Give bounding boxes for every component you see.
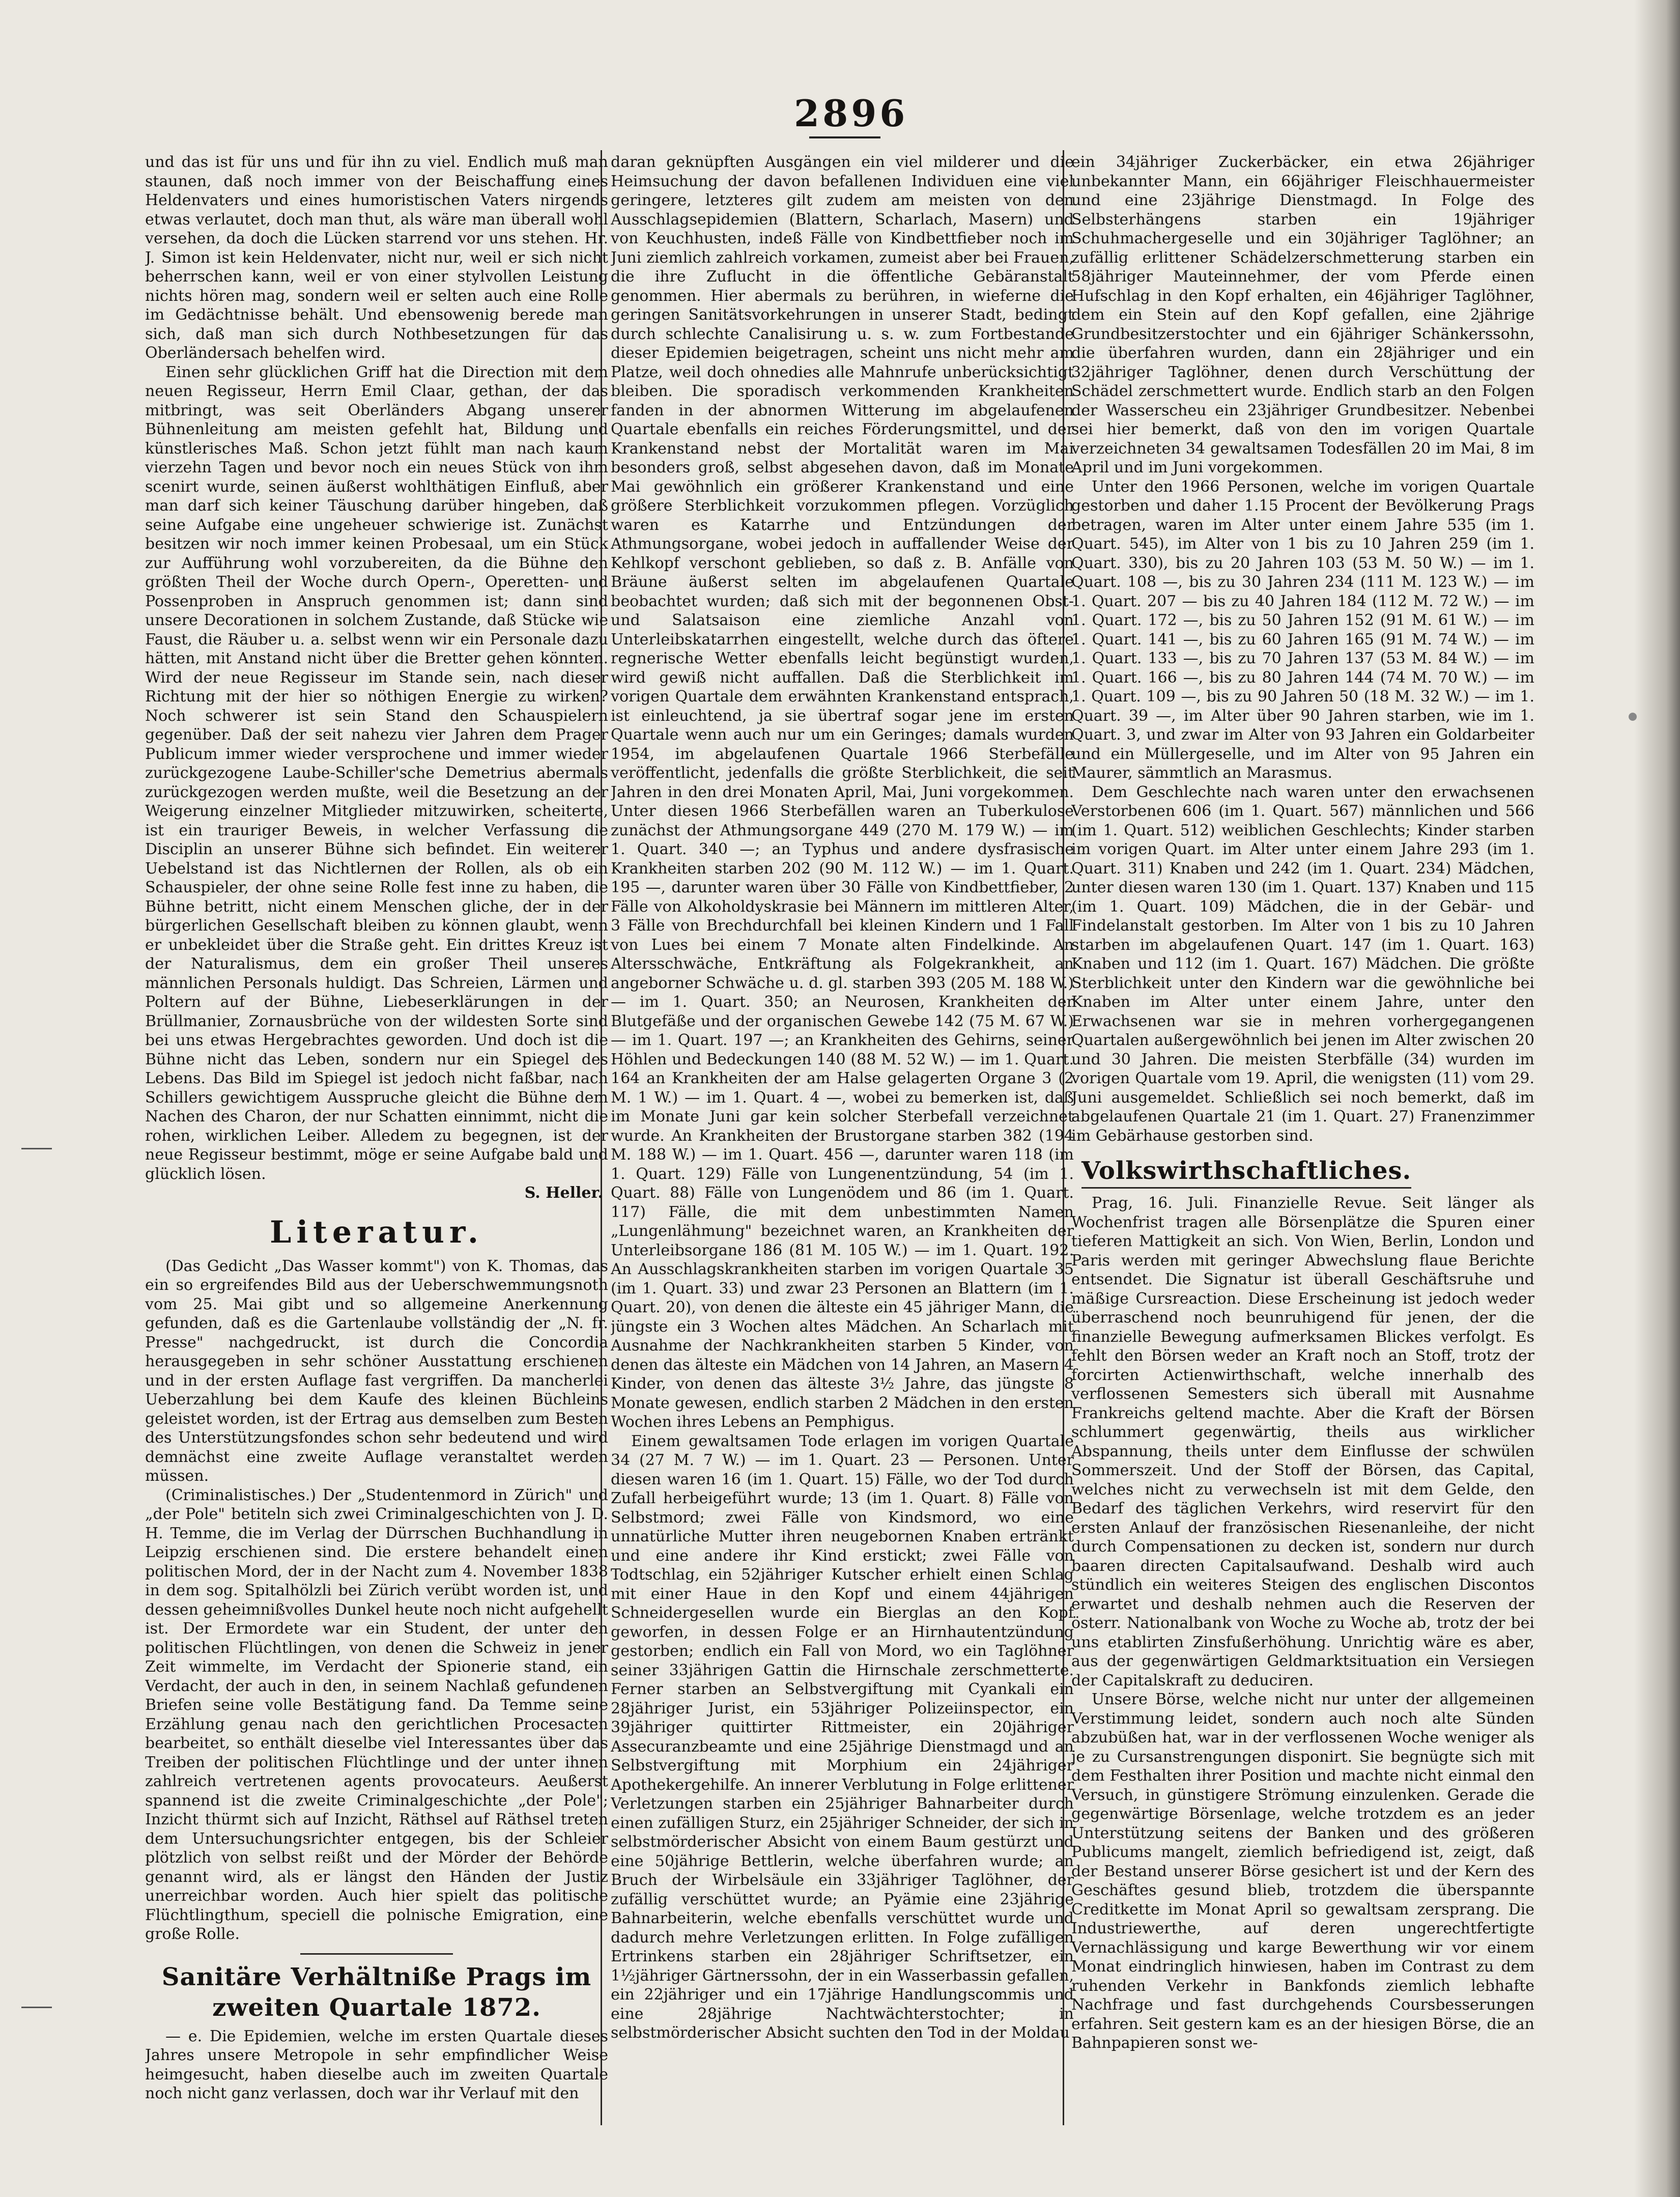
column-3	[1071, 153, 1534, 2123]
page-number-underline	[809, 136, 880, 138]
article-paragraph: Einem gewaltsamen Tode erlagen im vorigen Quartale 34 (27 M. 7 W.) — im 1. Quart. 23 — Personen. Unter diesen waren 16 (im 1. Quart. 15) Fälle, wo der Tod durch Zufall herbeigeführt wurde; 13 (im 1. Quart. 8) Fälle von Selbstmord; zwei Fälle von Kindsmord, wo eine unnatürliche Mutter ihren neugebornen Knaben ertränkt und eine andere ihr Kind erstickt; zwei Fälle von Todtschlag, ein 52jähriger Kutscher erhielt einen Schlag mit einer Haue in den Kopf und einem 44jährigen Schneidergesellen wurde ein Bierglas an den Kopf geworfen, in dessen Folge er an Hirnhautentzündung gestorben; endlich ein Fall von Mord, wo ein Taglöhner seiner 33jährigen Gattin die Hirnschale zerschmetterte. Ferner starben an Selbstvergiftung mit Cyankali ein 28jähriger Jurist, ein 53jähriger Polizeiinspector, ein 39jähriger quittirter Rittmeister, ein 20jähriger Assecuranzbeamte und eine 25jährige Dienstmagd und an Selbstvergiftung mit Morphium ein 24jähriger Apothekergehilfe. An innerer Verblutung in Folge erlittener Verletzungen starben ein 25jähriger Bahnarbeiter durch einen zufälligen Sturz, ein 25jähriger Schneider, der sich in selbstmörderischer Absicht von einem Baum gestürzt und eine 50jährige Bettlerin, welche überfahren wurde; an Bruch der Wirbelsäule ein 33jähriger Taglöhner, der zufällig verschüttet wurde; an Pyämie eine 23jährige Bahnarbeiterin, welche ebenfalls verschüttet wurde und dadurch mehre Verletzungen erlitten. In Folge zufälligen Ertrinkens starben ein 28jähriger Schriftsetzer, ein 1½jähriger Gärtnerssohn, der in ein Wasserbassin gefallen, ein 22jähriger und ein 17jährige Handlungscommis und eine 28jährige Nachtwächterstochter; in selbstmörderischer Absicht suchten den Tod in der Moldau	[611, 1432, 1074, 2042]
author-signature: S. Heller.	[524, 1184, 603, 1202]
scan-speck	[1629, 713, 1637, 721]
article-paragraph: Unter den 1966 Personen, welche im vorigen Quartale gestorben und daher 1.15 Procent der Bevölkerung Prags betragen, waren im Alter unter einem Jahre 535 (im 1. Quart. 545), im Alter von 1 bis zu 10 Jahren 259 (im 1. Quart. 330), bis zu 20 Jahren 103 (53 M. 50 W.) — im 1. Quart. 108 —, bis zu 30 Jahren 234 (111 M. 123 W.) — im 1. Quart. 207 — bis zu 40 Jahren 184 (112 M. 72 W.) — im 1. Quart. 172 —, bis zu 50 Jahren 152 (91 M. 61 W.) — im 1. Quart. 141 —, bis zu 60 Jahren 165 (91 M. 74 W.) — im 1. Quart. 133 —, bis zu 70 Jahren 137 (53 M. 84 W.) — im 1. Quart. 166 —, bis zu 80 Jahren 144 (74 M. 70 W.) — im 1. Quart. 109 —, bis zu 90 Jahren 50 (18 M. 32 W.) — im 1. Quart. 39 —, im Alter über 90 Jahren starben, wie im 1. Quart. 3, und zwar im Alter von 93 Jahren ein Goldarbeiter und ein Müllergeselle, und im Alter von 95 Jahren ein Maurer, sämmtlich an Marasmus.	[1071, 477, 1534, 782]
article-paragraph: Dem Geschlechte nach waren unter den erwachsenen Verstorbenen 606 (im 1. Quart. 567) männlichen und 566 (im 1. Quart. 512) weiblichen Geschlechts; Kinder starben im vorigen Quart. im Alter unter einem Jahre 293 (im 1. Quart. 311) Knaben und 242 (im 1. Quart. 234) Mädchen, unter diesen waren 130 (im 1. Quart. 137) Knaben und 115 (im 1. Quart. 109) Mädchen, die in der Gebär- und Findelanstalt gestorben. Im Alter von 1 bis zu 10 Jahren starben im abgelaufenen Quart. 147 (im 1. Quart. 163) Knaben und 112 (im 1. Quart. 167) Mädchen. Die größte Sterblichkeit unter den Kindern war die gewöhnliche bei Knaben im Alter unter einem Jahre, unter den Erwachsenen war sie in mehren vorhergegangenen Quartalen außergewöhnlich bei jenen im Alter zwischen 20 und 30 Jahren. Die meisten Sterbfälle (34) wurden im vorigen Quartale vom 19. April, die wenigsten (11) vom 29. Juni ausgemeldet. Schließlich sei noch bemerkt, daß im abgelaufenen Quartale 21 (im 1. Quart. 27) Franenzimmer im Gebärhause gestorben sind.	[1071, 783, 1534, 1145]
article-paragraph: (Criminalistisches.) Der „Studentenmord in Zürich" und „der Pole" betiteln sich zwei Criminalgeschichten von J. D. H. Temme, die im Verlag der Dürrschen Buchhandlung in Leipzig erschienen sind. Die erstere behandelt einen politischen Mord, der in der Nacht zum 4. November 1838 in dem sog. Spitalhölzli bei Zürich verübt worden ist, und dessen geheimnißvolles Dunkel heute noch nicht aufgehellt ist. Der Ermordete war ein Student, der unter den politischen Flüchtlingen, von denen die Schweiz in jener Zeit wimmelte, im Verdacht der Spionerie stand, ein Verdacht, der auch in den, in seinem Nachlaß gefundenen Briefen seine volle Bestätigung fand. Da Temme seine Erzählung genau nach den gerichtlichen Procesacten bearbeitet, so enthält dieselbe viel Interessantes über das Treiben der politischen Flüchtlinge und der unter ihnen zahlreich vertretenen agents provocateurs. Aeußerst spannend ist die zweite Criminalgeschichte „der Pole"; Inzicht thürmt sich auf Inzicht, Räthsel auf Räthsel treten dem Untersuchungsrichter entgegen, bis der Schleier plötzlich von selbst reißt und der Mörder der Behörde genannt wird, als er längst den Händen der Justiz unerreichbar worden. Auch hier spielt das politische Flüchtlingthum, speciell die polnische Emigration, eine große Rolle.	[145, 1486, 608, 1943]
margin-mark	[21, 1148, 52, 1149]
article-paragraph: ein 34jähriger Zuckerbäcker, ein etwa 26jähriger unbekannter Mann, ein 66jähriger Fleischhauermeister und eine 23jährige Dienstmagd. In Folge des Selbsterhängens starben ein 19jähriger Schuhmachergeselle und ein 30jähriger Taglöhner; an zufällig erlittener Schädelzerschmetterung starben ein 58jähriger Mauteinnehmer, der vom Pferde einen Hufschlag in den Kopf erhalten, ein 46jähriger Taglöhner, dem ein Stein auf den Kopf gefallen, eine 2jährige Grundbesitzerstochter und ein 6jähriger Schänkerssohn, die überfahren wurden, dann ein 28jähriger und ein 32jähriger Taglöhner, denen durch Verschüttung der Schädel zerschmettert wurde. Endlich starb an den Folgen der Wasserscheu ein 23jähriger Grundbesitzer. Nebenbei sei hier bemerkt, daß von den im vorigen Quartale verzeichneten 34 gewaltsamen Todesfällen 20 im Mai, 8 im April und im Juni vorgekommen.	[1071, 153, 1534, 476]
section-heading: Literatur.	[270, 1214, 483, 1250]
column-2	[611, 153, 1074, 2123]
article-paragraph: Unsere Börse, welche nicht nur unter der allgemeinen Verstimmung leidet, sondern auch noch alte Sünden abzubüßen hat, war in der verflossenen Woche weniger als je zu Cursanstrengungen disponirt. Sie begnügte sich mit dem Festhalten ihrer Position und machte nicht einmal den Versuch, in günstigere Strömung einzulenken. Gerade die gegenwärtige Börsenlage, welche trotzdem es an jeder Unterstützung seitens der Banken und des größeren Publicums mangelt, ziemlich befriedigend ist, zeigt, daß der Bestand unserer Börse gesichert ist und der Kern des Geschäftes gesund blieb, trotzdem die überspannte Creditkette im Monat April so gewaltsam zersprang. Die Industriewerthe, auf deren ungerechtfertigte Vernachlässigung und karge Bewerthung wir vor einem Monat eindringlich hinwiesen, haben im Contrast zu dem ruhenden Verkehr in Bankfonds ziemlich lebhafte Nachfrage und fast durchgehends Coursbesserungen erfahren. Seit gestern kam es an der hiesigen Börse, die an Bahnpapieren sonst we-	[1071, 1691, 1534, 2052]
article-paragraph: (Das Gedicht „Das Wasser kommt") von K. Thomas, das ein so ergreifendes Bild aus der Ueberschwemmungsnoth vom 25. Mai gibt und so allgemeine Anerkennung gefunden, daß es die Gartenlaube vollständig der „N. fr. Presse" nachgedruckt, ist durch die Concordia herausgegeben in sehr schöner Ausstattung erschienen und in der ersten Auflage fast vergriffen. Da mancherlei Ueberzahlung bei dem Kaufe des kleinen Büchleins geleistet worden, ist der Ertrag aus demselben zum Besten des Unterstützungsfondes schon sehr bedeutend und wird demnächst eine zweite Auflage veranstaltet werden müssen.	[145, 1257, 608, 1485]
article-paragraph: Prag, 16. Juli. Finanzielle Revue. Seit länger als Wochenfrist tragen alle Börsenplätze die Spuren einer tieferen Mattigkeit an sich. Von Wien, Berlin, London und Paris werden mit geringer Abwechslung flaue Berichte entsendet. Die Signatur ist überall Geschäftsruhe und mäßige Cursreaction. Diese Erscheinung ist jedoch weder überraschend noch beunruhigend für jenen, der die finanzielle Bewegung aufmerksamen Blickes verfolgt. Es fehlt den Börsen weder an Kraft noch an Stoff, trotz der forcirten Actienwirthschaft, welche innerhalb des verflossenen Semesters sich überall mit Ausnahme Frankreichs geltend machte. Aber die Kraft der Börsen schlummert gegenwärtig, theils aus wirklicher Abspannung, theils unter dem Einflusse der schwülen Sommerszeit. Und der Stoff der Börsen, das Capital, welches nicht zu verwechseln ist mit dem Gelde, den Bedarf des täglichen Verkehrs, wird reservirt für den ersten Anlauf der französischen Riesenanleihe, der nicht durch Compensationen zu decken ist, sondern nur durch baaren directen Capitalsaufwand. Deshalb wird auch stündlich ein weiteres Steigen des englischen Discontos erwartet und deshalb nehmen auch die Reserven der österr. Nationalbank von Woche zu Woche ab, trotz der bei uns etablirten Zinsfußerhöhung. Unrichtig wäre es aber, aus der gegenwärtigen Geldmarktsituation ein Versiegen der Capitalskraft zu deduciren.	[1071, 1194, 1534, 1689]
page-edge-shadow	[1634, 0, 1680, 2197]
section-separator	[300, 1953, 453, 1955]
article-title: Sanitäre Verhältniße Prags im zweiten Quartale 1872.	[161, 1962, 592, 2022]
page-number: 2896	[794, 92, 908, 135]
article-paragraph: Einen sehr glücklichen Griff hat die Direction mit dem neuen Regisseur, Herrn Emil Claar, gethan, der das mitbringt, was seit Oberländers Abgang unserer Bühnenleitung am meisten gefehlt hat, Bildung und künstlerisches Maß. Schon jetzt fühlt man nach kaum vierzehn Tagen und bevor noch ein neues Stück von ihm scenirt wurde, seinen äußerst wohlthätigen Einfluß, aber man darf sich keiner Täuschung darüber hingeben, daß seine Aufgabe eine ungeheuer schwierige ist. Zunächst besitzen wir noch immer keinen Probesaal, um ein Stück zur Aufführung wohl vorzubereiten, da die Bühne den größten Theil der Woche durch Opern-, Operetten- und Possenproben in Anspruch genommen ist; dann sind unsere Decorationen in solchem Zustande, daß Stücke wie Faust, die Räuber u. a. selbst wenn wir ein Personale dazu hätten, mit Anstand nicht über die Bretter gehen könnten. Wird der neue Regisseur im Stande sein, nach dieser Richtung mit der hier so nöthigen Energie zu wirken? Noch schwerer ist sein Stand den Schauspielern gegenüber. Daß der seit nahezu vier Jahren dem Prager Publicum immer wieder versprochene und immer wieder zurückgezogene Laube-Schiller'sche Demetrius abermals zurückgezogen werden mußte, weil die Besetzung an der Weigerung einzelner Mitglieder mitzuwirken, scheiterte, ist ein trauriger Beweis, in welcher Verfassung die Disciplin an unserer Bühne sich befindet. Ein weiterer Uebelstand ist das Nichtlernen der Rollen, als ob ein Schauspieler, der ohne seine Rolle fest inne zu haben, die Bühne betritt, nicht einem Menschen gliche, der in der bürgerlichen Gesellschaft bleiben zu können glaubt, wenn er unbekleidet über die Straße geht. Ein drittes Kreuz ist der Naturalismus, dem ein großer Theil unseres männlichen Personals huldigt. Das Schreien, Lärmen und Poltern auf der Bühne, Liebeserklärungen in der Brüllmanier, Zornausbrüche von der wildesten Sorte sind bei uns etwas Hergebrachtes geworden. Und doch ist die Bühne nicht das Leben, sondern nur ein Spiegel des Lebens. Das Bild im Spiegel ist jedoch nicht faßbar, nach Schillers gewichtigem Ausspruche gleicht die Bühne dem Nachen des Charon, der nur Schatten einnimmt, nicht die rohen, wirklichen Leiber. Alledem zu begegnen, ist der neue Regisseur bestimmt, möge er seine Aufgabe bald und glücklich lösen.	[145, 363, 608, 1183]
margin-mark	[21, 2007, 52, 2008]
article-paragraph: — e. Die Epidemien, welche im ersten Quartale dieses Jahres unsere Metropole in sehr empfindlicher Weise heimgesucht, haben dieselbe auch im zweiten Quartale noch nicht ganz verlassen, doch war ihr Verlauf mit den	[145, 2027, 608, 2102]
column-1	[145, 153, 608, 2123]
article-paragraph: daran geknüpften Ausgängen ein viel milderer und die Heimsuchung der davon befallenen Individuen eine viel geringere, letzteres gilt zudem am meisten von den Ausschlagsepidemien (Blattern, Scharlach, Masern) und von Keuchhusten, indeß Fälle von Kindbettfieber noch im Juni ziemlich zahlreich vorkamen, zumeist aber bei Frauen, die ihre Zuflucht in die öffentliche Gebäranstalt genommen. Hier abermals zu berühren, in wieferne die geringen Sanitätsvorkehrungen in unserer Stadt, bedingt durch schlechte Canalisirung u. s. w. zum Fortbestande dieser Epidemien beigetragen, scheint uns nicht mehr am Platze, weil doch ohnedies alle Mahnrufe unberücksichtigt bleiben. Die sporadisch verkommenden Krankheiten fanden in der abnormen Witterung im abgelaufenen Quartale ebenfalls ein reiches Förderungsmittel, und der Krankenstand nebst der Mortalität waren im Mai besonders groß, selbst abgesehen davon, daß im Monate Mai gewöhnlich ein größerer Krankenstand und eine größere Sterblichkeit vorzukommen pflegen. Vorzüglich waren es Katarrhe und Entzündungen der Athmungsorgane, wobei jedoch in auffallender Weise der Kehlkopf verschont geblieben, so daß z. B. Anfälle von Bräune äußerst selten im abgelaufenen Quartale beobachtet wurden; daß sich mit der begonnenen Obst- und Salatsaison eine ziemliche Anzahl von Unterleibskatarrhen eingestellt, welche durch das öftere regnerische Wetter ebenfalls leicht begünstigt wurden, wird gewiß nicht auffallen. Daß die Sterblichkeit im vorigen Quartale dem erwähnten Krankenstand entsprach, ist einleuchtend, ja sie übertraf sogar jene im ersten Quartale wenn auch nur um ein Geringes; damals wurden 1954, im abgelaufenen Quartale 1966 Sterbefälle veröffentlicht, jedenfalls die größte Sterblichkeit, die seit Jahren in den drei Monaten April, Mai, Juni vorgekommen. Unter diesen 1966 Sterbefällen waren an Tuberkulose zunächst der Athmungsorgane 449 (270 M. 179 W.) — im 1. Quart. 340 —; an Typhus und andere dysfrasische Krankheiten starben 202 (90 M. 112 W.) — im 1. Quart. 195 —, darunter waren über 30 Fälle von Kindbettfieber, 2 Fälle von Alkoholdyskrasie bei Männern im mittleren Alter, 3 Fälle von Brechdurchfall bei kleinen Kindern und 1 Fall von Lues bei einem 7 Monate alten Findelkinde. An Altersschwäche, Entkräftung als Folgekrankheit, an angeborner Schwäche u. d. gl. starben 393 (205 M. 188 W.) — im 1. Quart. 350; an Neurosen, Krankheiten der Blutgefäße und der organischen Gewebe 142 (75 M. 67 W.) — im 1. Quart. 197 —; an Krankheiten des Gehirns, seiner Höhlen und Bedeckungen 140 (88 M. 52 W.) — im 1. Quart. 164 an Krankheiten der am Halse gelagerten Organe 3 (2 M. 1 W.) — im 1. Quart. 4 —, wobei zu bemerken ist, daß im Monate Juni gar kein solcher Sterbefall verzeichnet wurde. An Krankheiten der Brustorgane starben 382 (194 M. 188 W.) — im 1. Quart. 456 —, darunter waren 118 (im 1. Quart. 129) Fälle von Lungenentzündung, 54 (im 1. Quart. 88) Fälle von Lungenödem und 86 (im 1. Quart. 117) Fälle, die mit dem unbestimmten Namen „Lungenlähmung" bezeichnet waren, an Krankheiten der Unterleibsorgane 186 (81 M. 105 W.) — im 1. Quart. 192. An Ausschlagskrankheiten starben im vorigen Quartale 35 (im 1. Quart. 33) und zwar 23 Personen an Blattern (im 1. Quart. 20), von denen die älteste ein 45 jähriger Mann, die jüngste ein 3 Wochen altes Mädchen. An Scharlach mit Ausnahme der Nachkrankheiten starben 5 Kinder, von denen das älteste ein Mädchen von 14 Jahren, an Masern 4 Kinder, von denen das älteste 3½ Jahre, das jüngste 8 Monate gewesen, endlich starben 2 Mädchen in den ersten Wochen ihres Lebens an Pemphigus.	[611, 153, 1074, 1431]
section-heading: Volkswirthschaftliches.	[1081, 1154, 1411, 1189]
article-paragraph: und das ist für uns und für ihn zu viel. Endlich muß man staunen, daß noch immer von der Beischaffung eines Heldenvaters und eines humoristischen Vaters nirgends etwas verlautet, doch man thut, als wäre man überall wohl versehen, da doch die Lücken starrend vor uns stehen. Hr. J. Simon ist kein Heldenvater, nicht nur, weil er sich nicht beherrschen kann, weil er von einer stylvollen Leistung nichts hören mag, sondern weil er selten auch eine Rolle im Gedächtnisse behält. Und ebensowenig berede man sich, daß man sich durch Nothbesetzungen für das Oberländersach behelfen wird.	[145, 153, 608, 362]
